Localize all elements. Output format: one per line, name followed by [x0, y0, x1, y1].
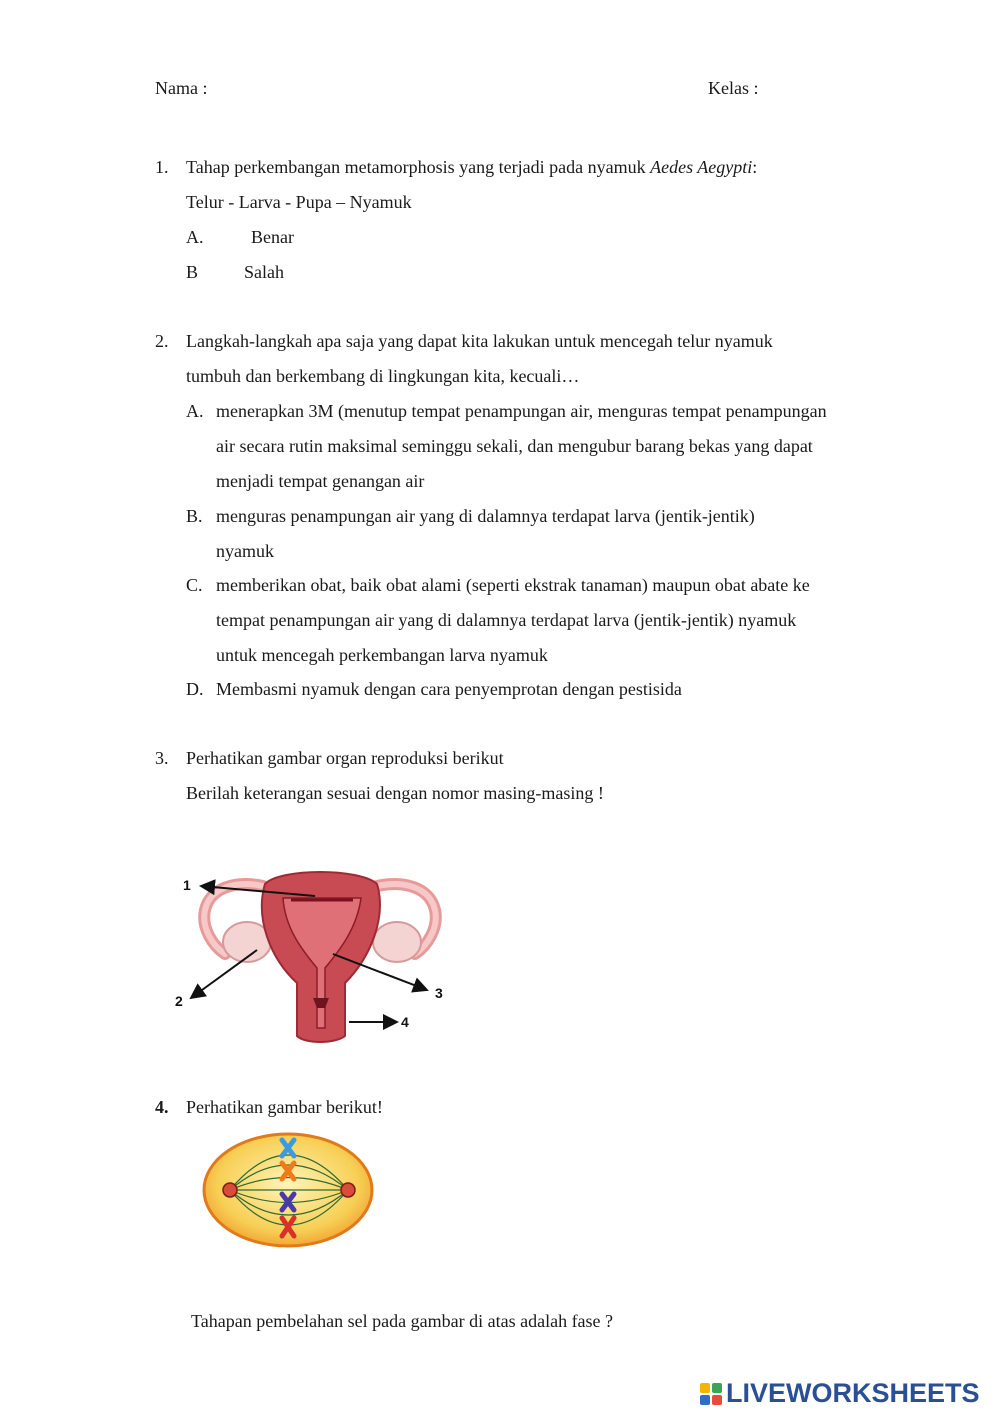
question-2-option-d-label: D.: [186, 679, 204, 699]
question-2-option-d-line-1: Membasmi nyamuk dengan cara penyemprotan dengan pestisida: [216, 679, 682, 699]
question-1-sequence: Telur - Larva - Pupa – Nyamuk: [186, 192, 412, 212]
question-2-option-b-label: B.: [186, 506, 203, 526]
reproductive-organ-figure: [165, 858, 465, 1048]
question-3-line-2: Berilah keterangan sesuai dengan nomor masing-masing !: [186, 783, 604, 803]
question-2-option-c-label: C.: [186, 575, 203, 595]
centriole-left: [223, 1183, 237, 1197]
logo-text: LIVEWORKSHEETS: [726, 1378, 980, 1408]
question-2-option-b-line-2: nyamuk: [216, 541, 274, 561]
logo-tile-1: [700, 1383, 710, 1393]
question-2-option-c-line-3: untuk mencegah perkembangan larva nyamuk: [216, 645, 548, 665]
logo-tile-4: [712, 1395, 722, 1405]
figure-label-1: 1: [183, 877, 191, 893]
question-1-option-b-label: B: [186, 262, 199, 282]
question-2-option-a-line-3: menjadi tempat genangan air: [216, 471, 425, 491]
liveworksheets-logo: [700, 1378, 980, 1409]
name-label: Nama :: [155, 78, 208, 98]
question-2-line-2: tumbuh dan berkembang di lingkungan kita, kecuali…: [186, 366, 580, 386]
question-1-number: 1.: [155, 157, 169, 177]
question-4-prompt: Tahapan pembelahan sel pada gambar di atas adalah fase ?: [191, 1311, 614, 1331]
question-2-option-b-line-1: menguras penampungan air yang di dalamnya terdapat larva (jentik-jentik): [216, 506, 755, 526]
question-1-text: Tahap perkembangan metamorphosis yang terjadi pada nyamuk Aedes Aegypti:: [186, 157, 758, 177]
question-2-option-c-line-1: memberikan obat, baik obat alami (seperti ekstrak tanaman) maupun obat abate ke: [216, 575, 810, 595]
logo-tiles-icon: [700, 1383, 722, 1405]
question-3-number: 3.: [155, 748, 169, 768]
centriole-right: [341, 1183, 355, 1197]
logo-tile-2: [712, 1383, 722, 1393]
question-2-line-1: Langkah-langkah apa saja yang dapat kita lakukan untuk mencegah telur nyamuk: [186, 331, 773, 351]
figure-label-4: 4: [401, 1014, 409, 1030]
question-2-option-a-line-1: menerapkan 3M (menutup tempat penampungan air, menguras tempat penampungan: [216, 401, 827, 421]
figure-label-2: 2: [175, 993, 183, 1009]
question-3-line-1: Perhatikan gambar organ reproduksi berikut: [186, 748, 504, 768]
question-1-option-a: Benar: [251, 227, 294, 247]
logo-tile-3: [700, 1395, 710, 1405]
question-2-option-a-label: A.: [186, 401, 204, 421]
figure-label-3: 3: [435, 985, 443, 1001]
question-1-option-a-label: A.: [186, 227, 204, 247]
question-4-text: Perhatikan gambar berikut!: [186, 1097, 383, 1117]
ovary-right: [373, 922, 421, 962]
class-label: Kelas :: [708, 78, 759, 98]
question-2-option-c-line-2: tempat penampungan air yang di dalamnya terdapat larva (jentik-jentik) nyamuk: [216, 610, 797, 630]
question-2-number: 2.: [155, 331, 169, 351]
question-4-number: 4.: [155, 1097, 169, 1117]
cell-division-figure: [200, 1130, 390, 1250]
question-1-option-b: Salah: [244, 262, 284, 282]
question-2-option-a-line-2: air secara rutin maksimal seminggu sekali, dan mengubur barang bekas yang dapat: [216, 436, 813, 456]
